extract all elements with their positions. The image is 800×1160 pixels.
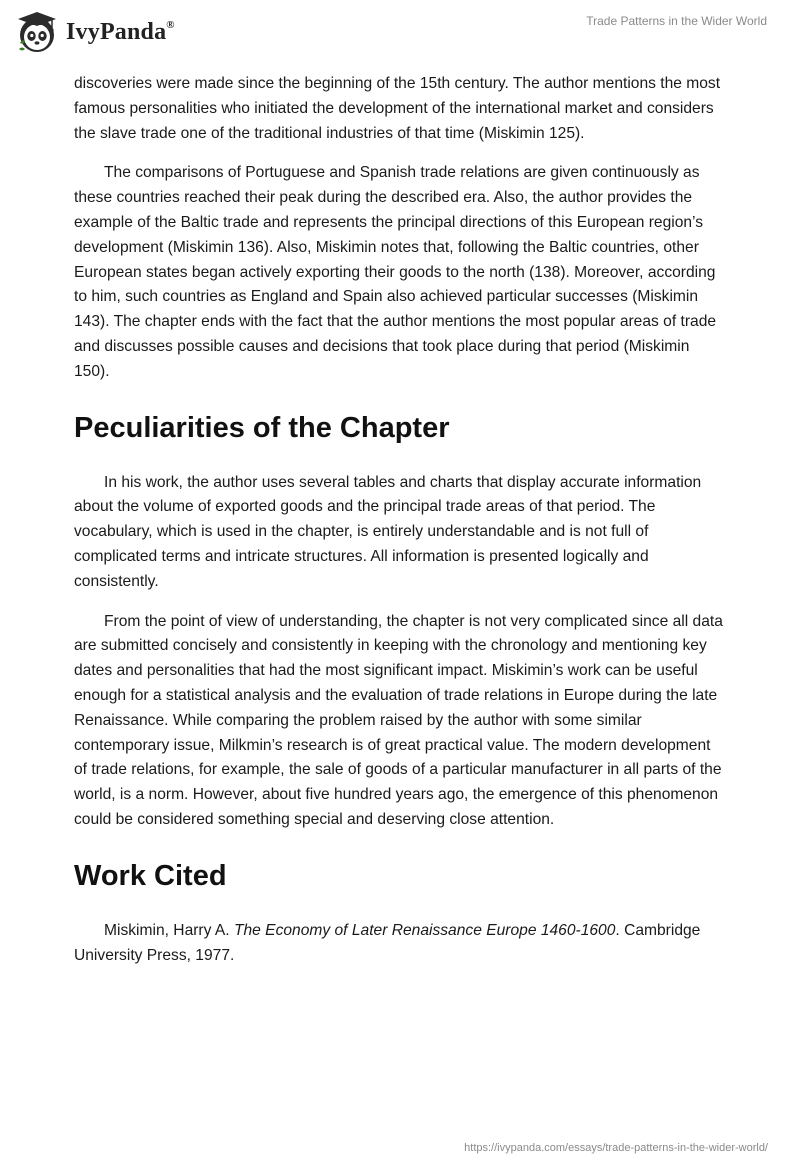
citation-author: Miskimin, Harry A. <box>104 921 234 939</box>
section-heading-work-cited: Work Cited <box>74 859 227 892</box>
paragraph-2: The comparisons of Portuguese and Spanish trade relations are given continuously as these countries reached their peak during the described era. Also, the author provides the example of the Baltic trade and represents the principal directions of this European region’s development (Miskimin 136). Also, Miskimin notes that, following the Baltic countries, other European states began actively exporting their goods to the north (138). Moreover, according to him, such countries as England and Spain also achieved particular successes (Miskimin 143). The chapter ends with the fact that the author mentions the most popular areas of trade and discusses possible causes and decisions that took place during that period (Miskimin 150). <box>74 164 717 380</box>
citation-entry <box>74 919 726 969</box>
panda-graduation-cap-icon <box>14 9 60 55</box>
paragraph-1: discoveries were made since the beginning of the 15th century. The author mentions the most famous personalities who initiated the development of the international market and considers the slave trade one of the traditional industries of that time (Miskimin 125). <box>74 75 721 142</box>
essay-body <box>74 72 726 983</box>
running-title: Trade Patterns in the Wider World <box>586 14 767 28</box>
paragraph-4: From the point of view of understanding, the chapter is not very complicated since all data are submitted concisely and consistently in keeping with the chronology and mentioning key dates and personalities that had the most significant impact. Miskimin’s work can be useful enough for a statistical analysis and the evaluation of trade relations in Europe during the late Renaissance. While comparing the problem raised by the author with some similar contemporary issue, Milkmin’s research is of great practical value. The modern development of trade relations, for example, the sale of goods of a particular manufacturer in all parts of the world, is a norm. However, about five hundred years ago, the emergence of this phenomenon could be considered something special and deserving close attention. <box>74 612 723 828</box>
page-header <box>0 0 800 66</box>
paragraph-3: In his work, the author uses several tables and charts that display accurate information about the volume of exported goods and the principal trade areas of that period. The vocabulary, which is used in the chapter, is entirely understandable and is not full of complicated terms and intricate structures. All information is presented logically and consistently. <box>74 473 702 590</box>
citation-publisher: . Cambridge University Press, 1977. <box>74 921 701 964</box>
footer-url-link[interactable]: https://ivypanda.com/essays/trade-patterns-in-the-wider-world/ <box>464 1142 768 1154</box>
ivypanda-logo[interactable] <box>14 8 175 56</box>
section-heading-peculiarities: Peculiarities of the Chapter <box>74 411 450 444</box>
brand-name: IvyPanda® <box>66 18 175 45</box>
citation-title: The Economy of Later Renaissance Europe 1460-1600 <box>233 921 616 939</box>
